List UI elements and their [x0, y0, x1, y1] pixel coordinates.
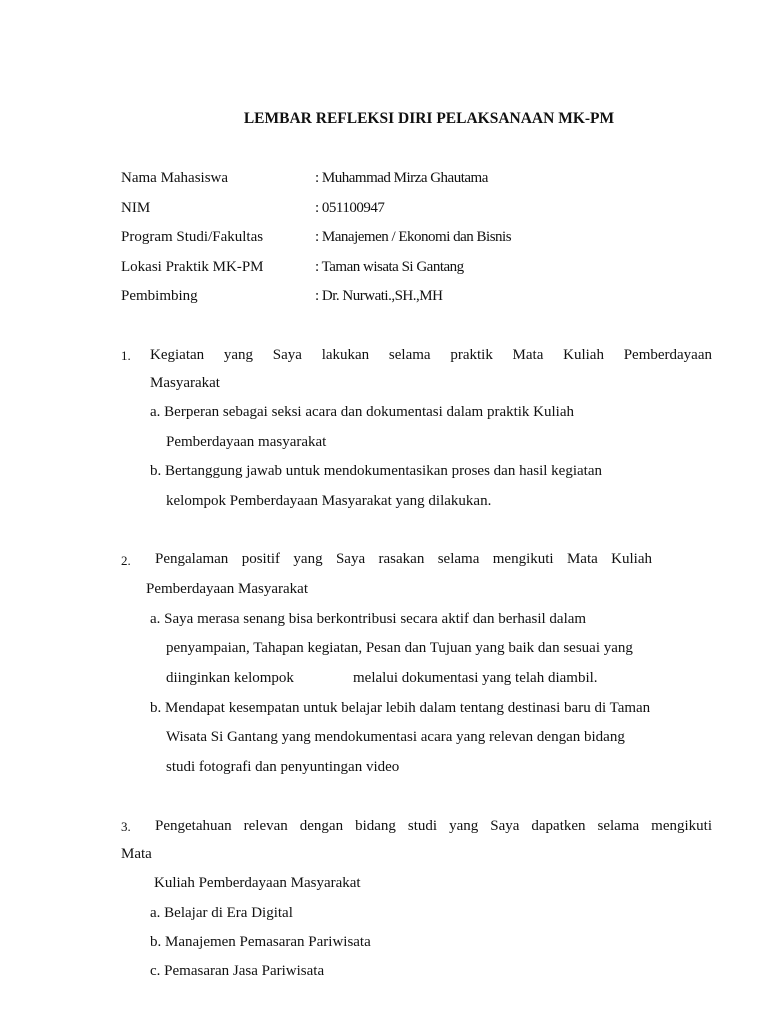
answer-c: c. Pemasaran Jasa Pariwisata	[150, 963, 325, 979]
answer-b: b. Manajemen Pemasaran Pariwisata	[150, 934, 371, 950]
answer-b-cont: Wisata Si Gantang yang mendokumentasi acara yang relevan dengan bidang	[166, 729, 625, 745]
question-number: 1.	[121, 348, 131, 363]
question-text-cont: Pemberdayaan Masyarakat	[146, 581, 309, 597]
info-label-program: Program Studi/Fakultas	[121, 229, 264, 245]
question-text: Pengetahuan relevan dengan bidang studi yang Saya dapatken selama mengikuti	[155, 818, 712, 834]
answer-a: a. Belajar di Era Digital	[150, 905, 293, 921]
answer-b-cont: studi fotografi dan penyuntingan video	[166, 759, 400, 775]
answer-a-cont: melalui dokumentasi yang telah diambil.	[353, 670, 598, 686]
answer-b: b. Mendapat kesempatan untuk belajar lebih dalam tentang destinasi baru di Taman	[150, 700, 651, 716]
question-text-cont: Mata	[121, 846, 152, 862]
page-title: LEMBAR REFLEKSI DIRI PELAKSANAAN MK-PM	[243, 110, 615, 127]
info-label-nim: NIM	[121, 200, 151, 216]
answer-a-cont: penyampaian, Tahapan kegiatan, Pesan dan Tujuan yang baik dan sesuai yang	[166, 640, 633, 656]
info-value-name: : Muhammad Mirza Ghautama	[315, 170, 488, 186]
answer-a-cont: diinginkan kelompok	[166, 670, 294, 686]
question-text: Pengalaman positif yang Saya rasakan selama mengikuti Mata Kuliah	[155, 551, 652, 567]
question-number: 2.	[121, 553, 131, 568]
answer-b-cont: kelompok Pemberdayaan Masyarakat yang dilakukan.	[166, 493, 492, 509]
question-text: Kegiatan yang Saya lakukan selama praktik Mata Kuliah Pemberdayaan	[150, 347, 712, 363]
question-text-cont: Masyarakat	[150, 375, 220, 391]
answer-a: a. Saya merasa senang bisa berkontribusi secara aktif dan berhasil dalam	[150, 611, 587, 627]
info-value-supervisor: : Dr. Nurwati.,SH.,MH	[315, 288, 443, 304]
info-value-nim: : 051100947	[315, 200, 385, 216]
info-label-name: Nama Mahasiswa	[121, 170, 229, 186]
info-value-program: : Manajemen / Ekonomi dan Bisnis	[315, 229, 512, 245]
answer-b: b. Bertanggung jawab untuk mendokumentasikan proses dan hasil kegiatan	[150, 463, 602, 479]
question-number: 3.	[121, 819, 131, 834]
question-text-cont: Kuliah Pemberdayaan Masyarakat	[154, 875, 361, 891]
info-label-location: Lokasi Praktik MK-PM	[121, 259, 264, 275]
info-value-location: : Taman wisata Si Gantang	[315, 259, 464, 275]
info-label-supervisor: Pembimbing	[121, 288, 198, 304]
answer-a: a. Berperan sebagai seksi acara dan dokumentasi dalam praktik Kuliah	[150, 404, 575, 420]
answer-a-cont: Pemberdayaan masyarakat	[166, 434, 327, 450]
